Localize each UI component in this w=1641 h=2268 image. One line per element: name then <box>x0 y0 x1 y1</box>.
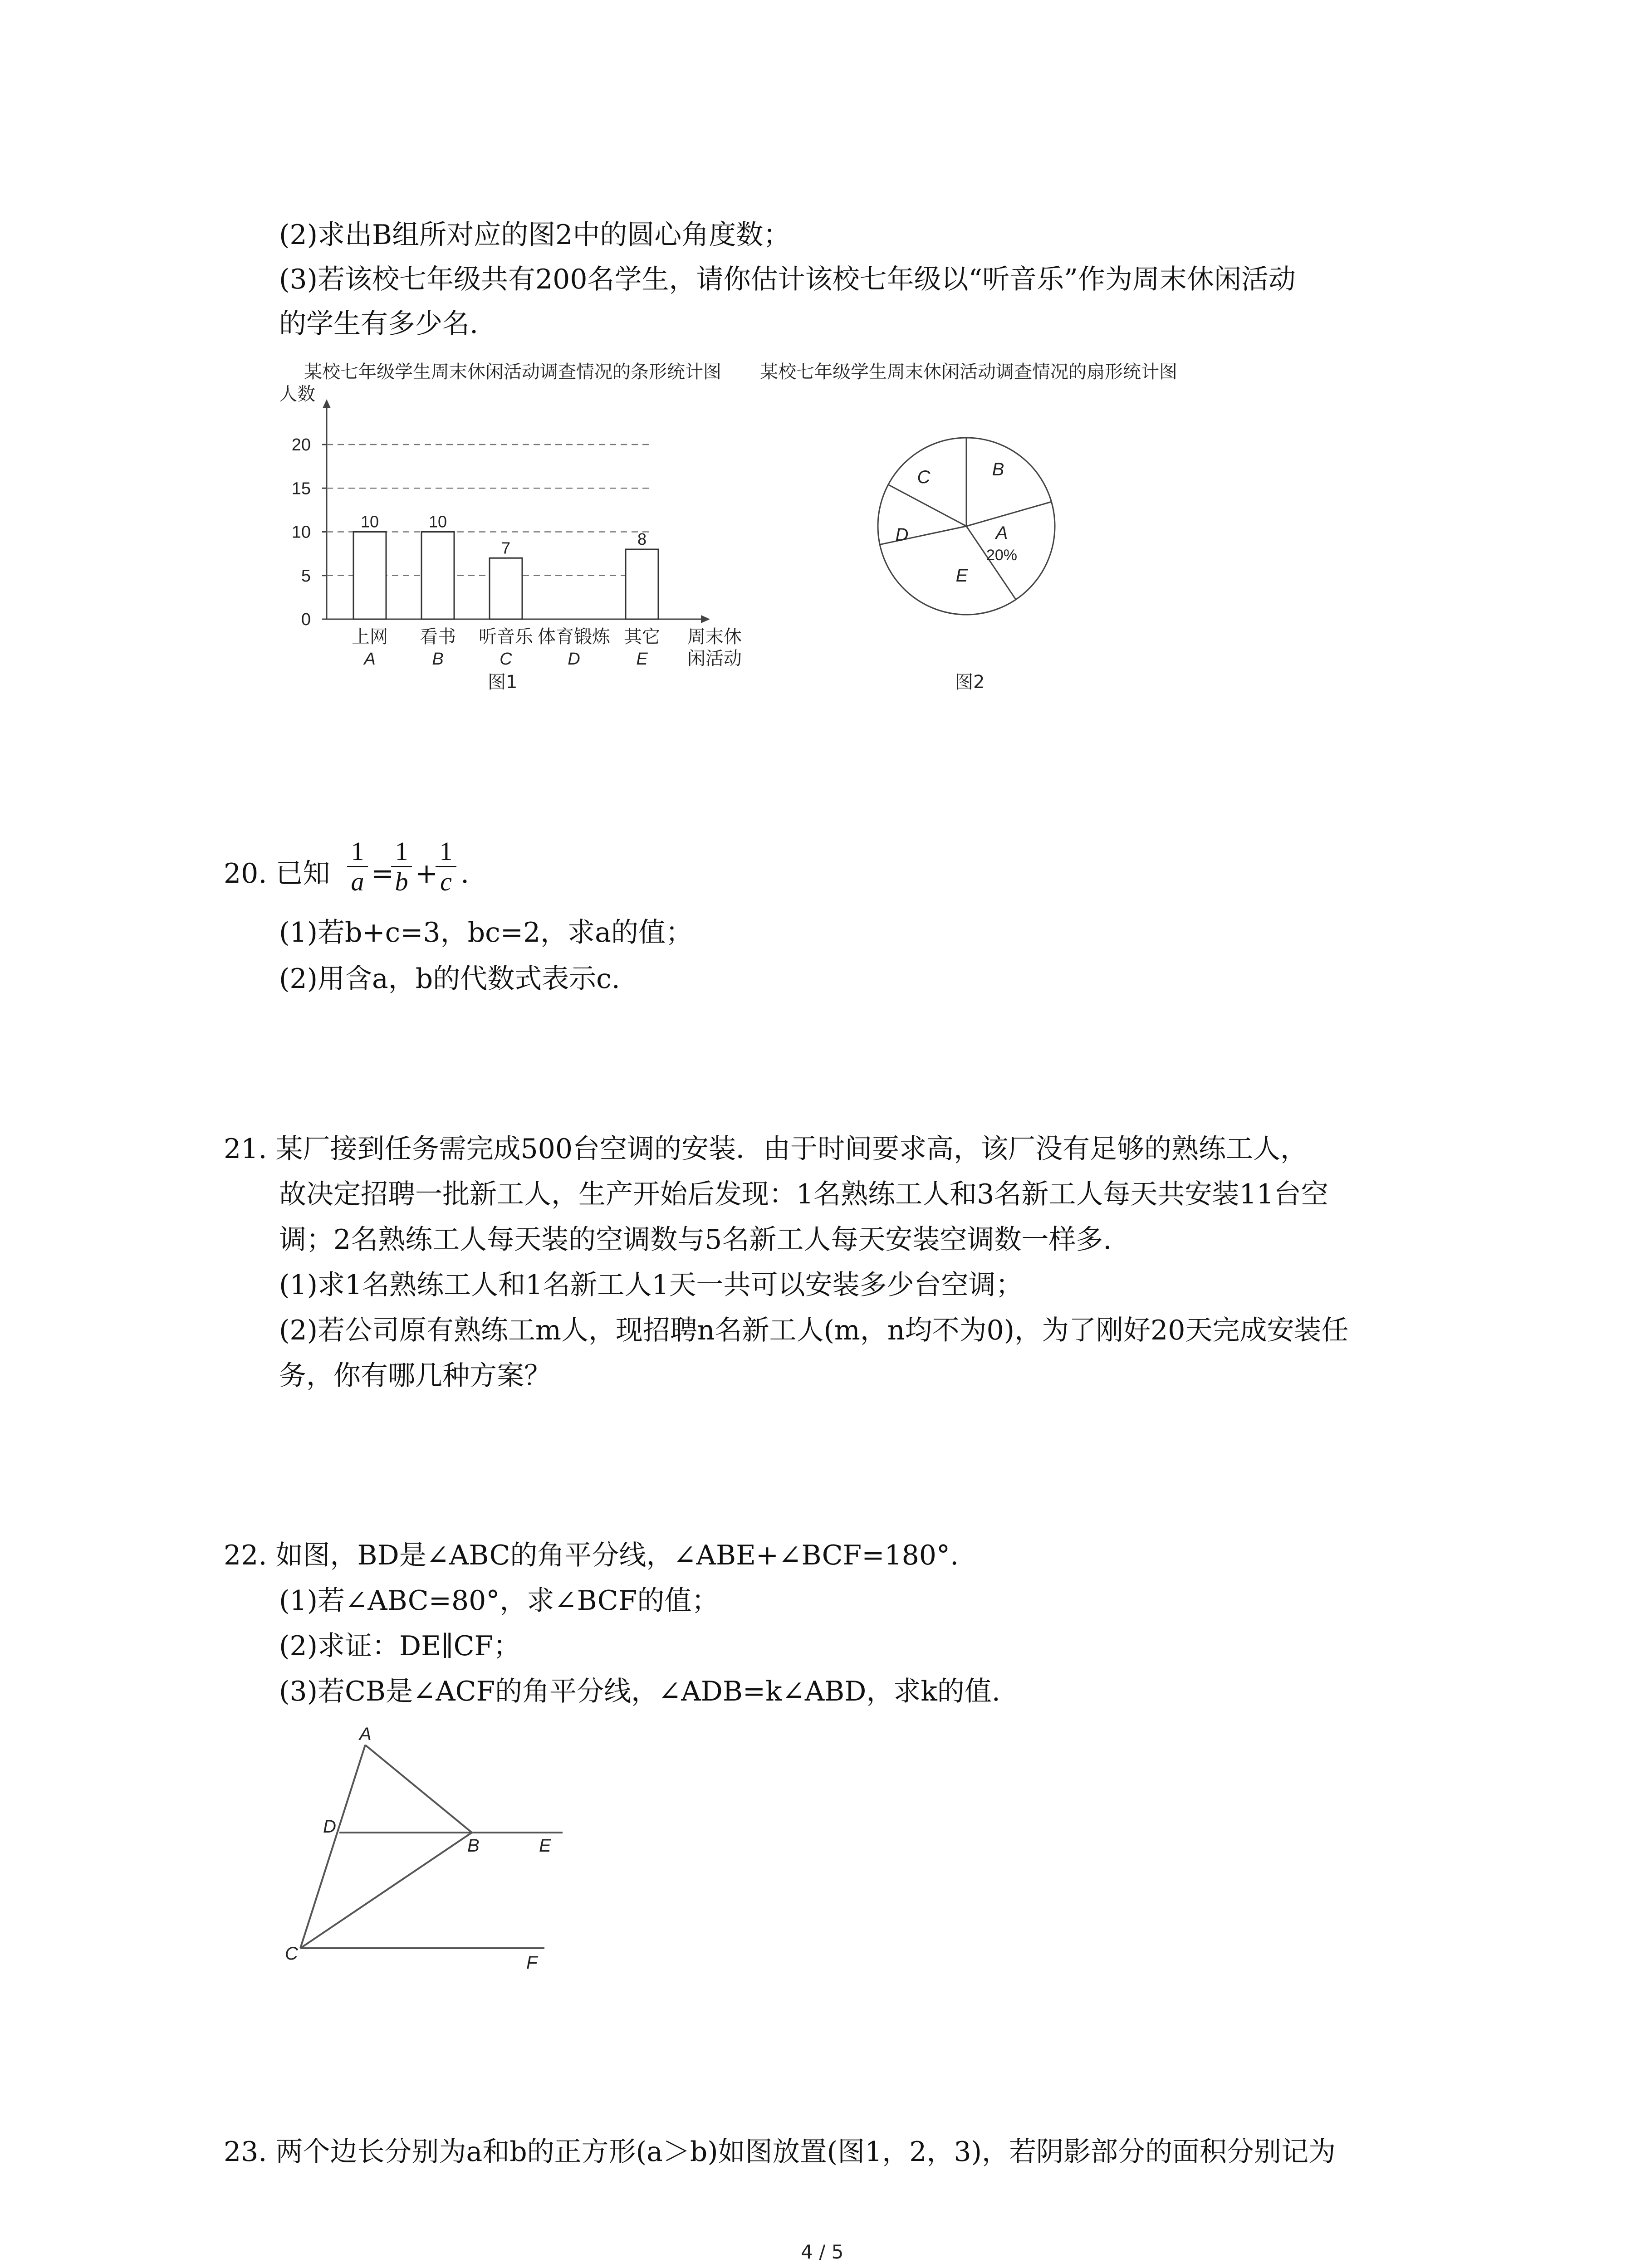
q19-part3-cont: 的学生有多少名. <box>279 308 479 340</box>
y-tick-label: 15 <box>291 479 311 499</box>
x-axis-label-cont: 闲活动 <box>687 649 742 669</box>
x-category-label: 看书 <box>420 627 456 647</box>
point-label-C: C <box>285 1944 298 1964</box>
pie-slice-label: D <box>895 525 909 545</box>
pie-chart-caption: 图2 <box>955 672 985 693</box>
y-tick-label: 0 <box>301 610 311 629</box>
y-tick-label: 5 <box>301 566 311 586</box>
point-label-F: F <box>526 1953 538 1973</box>
x-category-label: 听音乐 <box>479 627 533 647</box>
bar <box>626 549 658 619</box>
segment-CB <box>300 1833 472 1948</box>
y-axis-arrow <box>323 399 331 408</box>
fraction-numerator: 1 <box>395 836 408 866</box>
x-category-letter: C <box>500 650 512 669</box>
bar-value-label: 10 <box>428 512 447 531</box>
pie-slice-label: A <box>995 523 1008 543</box>
q20-equals: = <box>371 858 394 890</box>
q20-prefix: 20. 已知 <box>224 858 330 890</box>
bar <box>421 532 454 620</box>
q20-period: . <box>460 858 470 890</box>
q21-line2: 故决定招聘一批新工人，生产开始后发现：1名熟练工人和3名新工人每天共安装11台空 <box>279 1178 1328 1210</box>
pie-chart-plot <box>878 438 1055 615</box>
bar-chart-caption: 图1 <box>488 672 518 693</box>
x-category-letter: E <box>636 650 648 669</box>
q21-part2-cont: 务，你有哪几种方案？ <box>279 1360 551 1392</box>
x-axis-arrow <box>701 615 710 623</box>
q21-line3: 调；2名熟练工人每天装的空调数与5名新工人每天安装空调数一样多. <box>279 1224 1112 1256</box>
y-tick-label: 20 <box>291 435 311 455</box>
x-category-letter: B <box>432 650 444 669</box>
q20-plus: + <box>415 858 438 890</box>
bar-chart-plot <box>279 384 742 669</box>
pie-slice-percent: 20% <box>986 547 1018 564</box>
q19-part2: (2)求出B组所对应的图2中的圆心角度数； <box>279 219 791 251</box>
fraction-denominator: c <box>436 866 456 896</box>
bar-value-label: 10 <box>360 512 379 531</box>
geometry-figure <box>272 1724 581 1978</box>
point-label-B: B <box>467 1836 480 1856</box>
q20-part1: (1)若b+c=3，bc=2，求a的值； <box>279 917 693 948</box>
pie-slice-label: C <box>917 467 931 487</box>
bar <box>490 558 522 619</box>
fraction-denominator: a <box>347 866 368 896</box>
y-axis-label: 人数 <box>279 384 315 404</box>
point-label-E: E <box>539 1836 551 1856</box>
q21-part1: (1)求1名熟练工人和1名新工人1天一共可以安装多少台空调； <box>279 1269 1023 1301</box>
x-category-letter: D <box>568 650 580 669</box>
q22-part3: (3)若CB是∠ACF的角平分线，∠ADB=k∠ABD，求k的值. <box>279 1676 1000 1707</box>
x-category-label: 其它 <box>624 627 660 647</box>
pie-slice-label: E <box>955 566 968 586</box>
q22-part1: (1)若∠ABC=80°，求∠BCF的值； <box>279 1585 719 1617</box>
q22-line1: 22. 如图，BD是∠ABC的角平分线，∠ABE+∠BCF=180°. <box>224 1540 959 1571</box>
q22-part2: (2)求证：DE∥CF； <box>279 1630 521 1662</box>
y-tick-label: 10 <box>291 523 311 542</box>
pie-slice-label: B <box>992 459 1004 479</box>
bar-value-label: 8 <box>637 530 647 548</box>
q19-part3: (3)若该校七年级共有200名学生，请你估计该校七年级以“听音乐”作为周末休闲活动 <box>279 264 1296 295</box>
q21-part2: (2)若公司原有熟练工m人，现招聘n名新工人(m，n均不为0)，为了刚好20天完成安装任 <box>279 1315 1349 1346</box>
pie-chart <box>862 426 1071 626</box>
bar-value-label: 7 <box>501 538 511 557</box>
fraction-numerator: 1 <box>351 836 364 866</box>
fraction-1-over-b <box>391 837 412 896</box>
bar-chart <box>254 381 771 676</box>
pie-chart-title: 某校七年级学生周末休闲活动调查情况的扇形统计图 <box>760 362 1177 382</box>
x-category-label: 体育锻炼 <box>538 627 610 647</box>
fraction-denominator: b <box>391 866 412 896</box>
bar-chart-title: 某校七年级学生周末休闲活动调查情况的条形统计图 <box>304 362 721 382</box>
fraction-1-over-a <box>347 837 368 896</box>
bar <box>353 532 386 620</box>
segment-AB <box>365 1745 472 1833</box>
q20-part2: (2)用含a，b的代数式表示c. <box>279 963 620 995</box>
x-category-label: 上网 <box>352 627 388 647</box>
page-number: 4 / 5 <box>801 2241 844 2263</box>
x-axis-label: 周末休 <box>687 627 742 647</box>
x-category-letter: A <box>364 650 376 669</box>
fraction-numerator: 1 <box>439 836 453 866</box>
point-label-D: D <box>323 1817 336 1837</box>
segment-AC <box>300 1745 365 1948</box>
q23-line1: 23. 两个边长分别为a和b的正方形(a＞b)如图放置(图1，2，3)，若阴影部分的面积分别记为 <box>224 2136 1336 2168</box>
point-label-A: A <box>359 1724 372 1744</box>
fraction-1-over-c <box>436 837 456 896</box>
q21-line1: 21. 某厂接到任务需完成500台空调的安装．由于时间要求高，该厂没有足够的熟练工人， <box>224 1133 1308 1165</box>
